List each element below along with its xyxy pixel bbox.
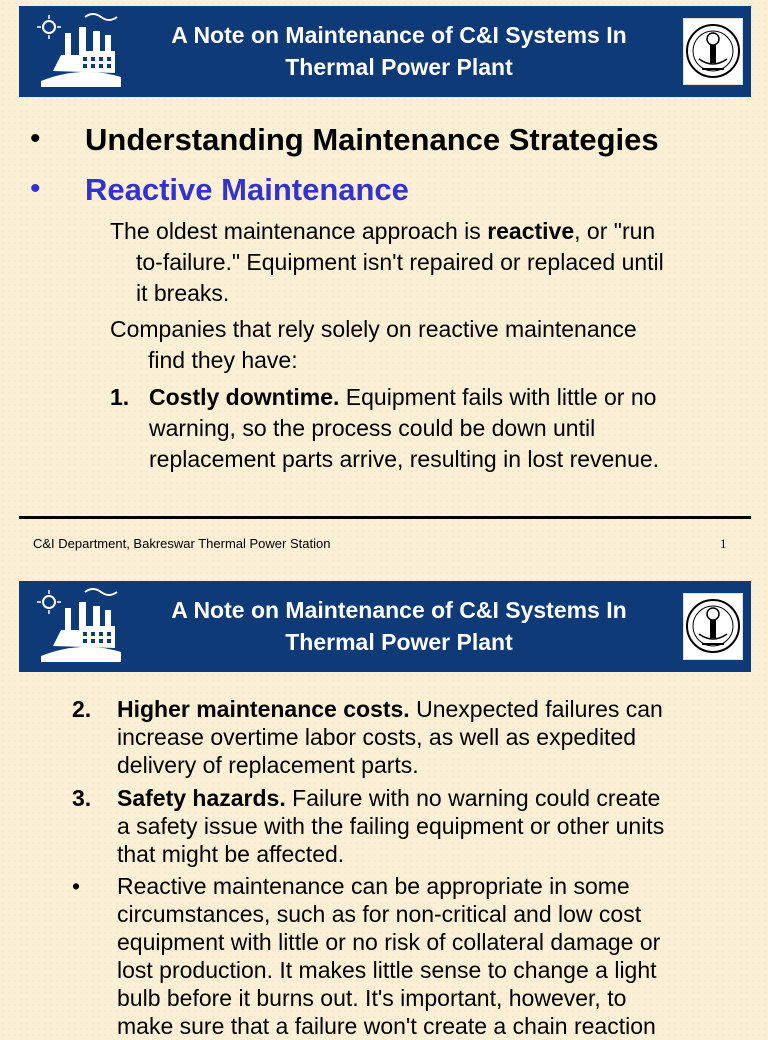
- footer-text: C&I Department, Bakreswar Thermal Power Station: [33, 536, 331, 551]
- bold-term: Costly downtime.: [149, 384, 340, 410]
- text-line: Reactive maintenance can be appropriate in some: [117, 873, 630, 899]
- footer-divider: [19, 516, 751, 519]
- factory-icon: [35, 11, 121, 91]
- list-number: 1.: [110, 384, 130, 410]
- text: , or "run: [574, 218, 656, 244]
- text: Unexpected failures can: [409, 696, 663, 722]
- text-line: Companies that rely solely on reactive maintenance: [110, 316, 637, 342]
- title-line-2: Thermal Power Plant: [285, 629, 513, 655]
- bullet-marker: •: [30, 122, 41, 155]
- text-line: to-failure." Equipment isn't repaired or replaced until: [136, 249, 664, 275]
- seal-emblem-icon: [683, 18, 743, 85]
- list-item-costly-downtime: [110, 382, 750, 475]
- title-line-2: Thermal Power Plant: [285, 54, 513, 80]
- title-line-1: A Note on Maintenance of C&I Systems In: [171, 22, 627, 48]
- text-line: a safety issue with the failing equipment or other units: [117, 813, 665, 839]
- bullet-marker: •: [72, 873, 81, 899]
- paragraph-oldest-approach: [110, 216, 664, 309]
- heading-understanding-maintenance: Understanding Maintenance Strategies: [85, 122, 659, 157]
- slide-header: [19, 6, 751, 97]
- page-number: 1: [720, 536, 727, 551]
- seal-emblem-icon: [683, 593, 743, 660]
- slide-title: [139, 19, 659, 83]
- text-line: delivery of replacement parts.: [117, 752, 419, 778]
- text-line: replacement parts arrive, resulting in lost revenue.: [149, 446, 660, 472]
- text-line: increase overtime labor costs, as well as expedited: [117, 724, 637, 750]
- list-number: 3.: [72, 785, 92, 811]
- factory-icon: [35, 586, 121, 666]
- text-line: circumstances, such as for non-critical and low cost: [117, 901, 642, 927]
- list-item-higher-maintenance-costs: [72, 695, 742, 779]
- text-line: lost production. It makes little sense to change a light: [117, 957, 657, 983]
- slide-title: [139, 594, 659, 658]
- text: Failure with no warning could create: [285, 785, 661, 811]
- title-line-1: A Note on Maintenance of C&I Systems In: [171, 597, 627, 623]
- text: The oldest maintenance approach is: [110, 218, 488, 244]
- bold-term: Safety hazards.: [117, 785, 286, 811]
- bold-term: reactive: [487, 218, 575, 244]
- list-item-safety-hazards: [72, 784, 742, 868]
- paragraph-companies: [110, 314, 637, 376]
- bullet-reactive-appropriate: [72, 872, 742, 1040]
- slide-header: [19, 581, 751, 672]
- subheading-reactive-maintenance: Reactive Maintenance: [85, 172, 409, 207]
- text-line: warning, so the process could be down until: [149, 415, 596, 441]
- bullet-marker: •: [30, 172, 41, 205]
- text-line: find they have:: [148, 347, 298, 373]
- text-line: make sure that a failure won't create a chain reaction: [117, 1013, 656, 1039]
- slide-2: [0, 575, 768, 1039]
- bold-term: Higher maintenance costs.: [117, 696, 410, 722]
- text-line: that might be affected.: [117, 841, 345, 867]
- text-line: it breaks.: [136, 280, 230, 306]
- text: Equipment fails with little or no: [339, 384, 657, 410]
- text-line: equipment with little or no risk of collateral damage or: [117, 929, 661, 955]
- text-line: bulb before it burns out. It's important, however, to: [117, 985, 627, 1011]
- list-number: 2.: [72, 696, 92, 722]
